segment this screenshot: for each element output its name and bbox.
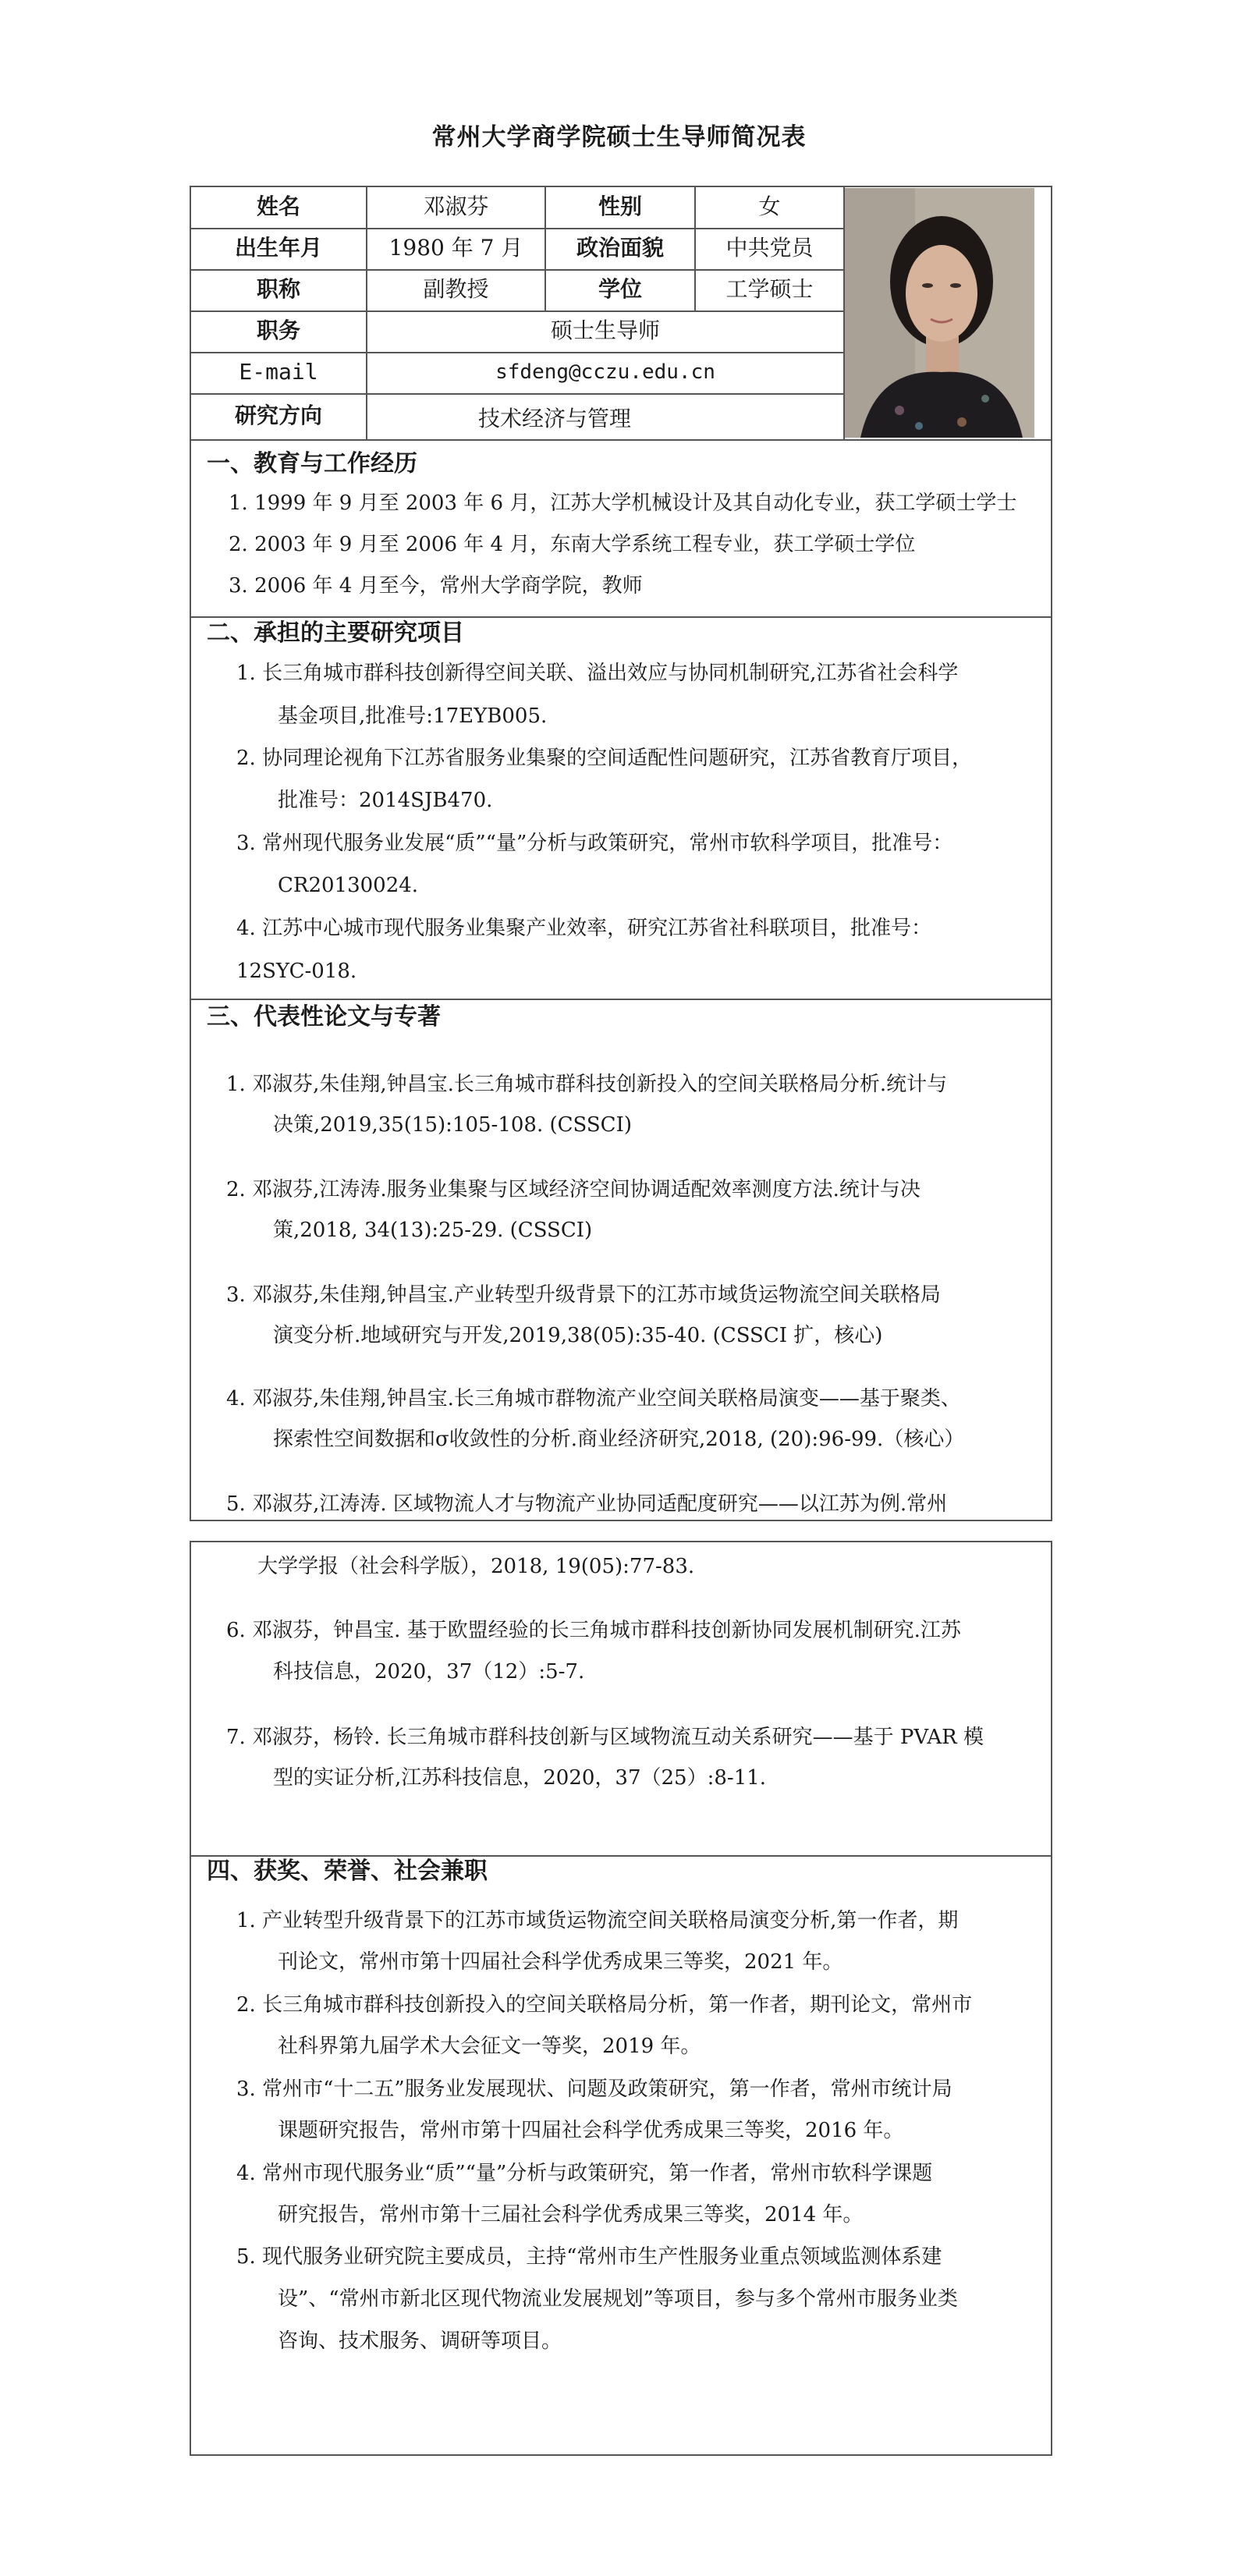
award-item: 5. 现代服务业研究院主要成员，主持“常州市生产性服务业重点领域监测体系建 (236, 2245, 942, 2269)
paper-item-cont: 大学学报（社会科学版），2018, 19(05):77-83. (257, 1555, 695, 1578)
award-item-cont: 社科界第九届学术大会征文一等奖，2019 年。 (278, 2035, 701, 2058)
award-item-cont: 刊论文，常州市第十四届社会科学优秀成果三等奖，2021 年。 (278, 1950, 843, 1974)
paper-item: 5. 邓淑芬,江涛涛. 区域物流人才与物流产业协同适配度研究——以江苏为例.常州 (226, 1492, 948, 1516)
education-item: 1. 1999 年 9 月至 2003 年 6 月，江苏大学机械设计及其自动化专业，获工学硕士学士 (229, 491, 1017, 515)
award-item: 1. 产业转型升级背景下的江苏市域货运物流空间关联格局演变分析,第一作者，期 (236, 1909, 959, 1932)
paper-item: 2. 邓淑芬,江涛涛.服务业集聚与区域经济空间协调适配效率测度方法.统计与决 (226, 1178, 921, 1201)
title-value: 副教授 (423, 276, 489, 302)
political-label: 政治面貌 (576, 235, 664, 261)
paper-item-cont: 探索性空间数据和σ收敛性的分析.商业经济研究,2018, (20):96-99.（核心） (273, 1428, 965, 1451)
project-item-cont: 批准号：2014SJB470. (278, 789, 493, 812)
name-value: 邓淑芬 (423, 193, 489, 219)
gender-value: 女 (758, 193, 781, 219)
paper-item: 4. 邓淑芬,朱佳翔,钟昌宝.长三角城市群物流产业空间关联格局演变——基于聚类、 (226, 1387, 961, 1410)
education-item: 3. 2006 年 4 月至今，常州大学商学院，教师 (229, 574, 643, 598)
project-item-cont: 12SYC-018. (236, 960, 357, 983)
position-label: 职务 (256, 318, 300, 343)
grid-line (190, 352, 845, 353)
grid-line (190, 393, 845, 395)
portrait-photo (845, 188, 1034, 438)
birth-label: 出生年月 (234, 235, 322, 261)
award-item: 4. 常州市现代服务业“质”“量”分析与政策研究，第一作者，常州市软科学课题 (236, 2162, 933, 2185)
political-value: 中共党员 (725, 235, 814, 261)
email-label: E-mail (239, 359, 318, 385)
section-divider (190, 1855, 1052, 1857)
paper-item: 3. 邓淑芬,朱佳翔,钟昌宝.产业转型升级背景下的江苏市域货运物流空间关联格局 (226, 1283, 941, 1307)
papers-heading: 三、代表性论文与专著 (207, 1003, 441, 1031)
education-item: 2. 2003 年 9 月至 2006 年 4 月，东南大学系统工程专业，获工学硕士学位 (229, 533, 916, 556)
grid-line (366, 186, 367, 439)
paper-item: 1. 邓淑芬,朱佳翔,钟昌宝.长三角城市群科技创新投入的空间关联格局分析.统计与 (226, 1073, 948, 1096)
grid-line (190, 269, 845, 271)
page-title: 常州大学商学院硕士生导师简况表 (431, 123, 807, 151)
award-item-cont: 研究报告，常州市第十三届社会科学优秀成果三等奖，2014 年。 (278, 2203, 864, 2227)
awards-heading: 四、获奖、荣誉、社会兼职 (207, 1857, 488, 1885)
paper-item-cont: 策,2018, 34(13):25-29. (CSSCI) (273, 1219, 593, 1242)
grid-line (190, 439, 1052, 441)
award-item-cont: 课题研究报告，常州市第十四届社会科学优秀成果三等奖，2016 年。 (278, 2119, 904, 2142)
project-item-cont: CR20130024. (278, 874, 419, 897)
award-item: 3. 常州市“十二五”服务业发展现状、问题及政策研究，第一作者，常州市统计局 (236, 2077, 952, 2101)
name-label: 姓名 (256, 193, 300, 219)
research-label: 研究方向 (234, 403, 322, 428)
gender-label: 性别 (598, 193, 642, 219)
project-item: 1. 长三角城市群科技创新得空间关联、溢出效应与协同机制研究,江苏省社会科学 (236, 662, 959, 685)
project-item-cont: 基金项目,批准号:17EYB005. (278, 704, 548, 728)
section-divider (190, 999, 1052, 1000)
paper-item-cont: 演变分析.地域研究与开发,2019,38(05):35-40. (CSSCI 扩，核心) (273, 1324, 883, 1347)
paper-item: 7. 邓淑芬，杨铃. 长三角城市群科技创新与区域物流互动关系研究——基于 PVAR 模 (226, 1726, 984, 1749)
paper-item: 6. 邓淑芬，钟昌宝. 基于欧盟经验的长三角城市群科技创新协同发展机制研究.江苏 (226, 1619, 961, 1642)
project-item: 4. 江苏中心城市现代服务业集聚产业效率，研究江苏省社科联项目，批准号： (236, 917, 932, 940)
research-value: 技术经济与管理 (477, 406, 631, 431)
project-item: 2. 协同理论视角下江苏省服务业集聚的空间适配性问题研究，江苏省教育厅项目， (236, 747, 973, 770)
position-value: 硕士生导师 (550, 318, 660, 343)
degree-label: 学位 (598, 276, 642, 302)
projects-heading: 二、承担的主要研究项目 (207, 619, 464, 647)
section-divider (190, 616, 1052, 618)
email-value: sfdeng@cczu.edu.cn (495, 360, 715, 384)
award-item-cont: 咨询、技术服务、调研等项目。 (278, 2329, 562, 2353)
award-item-cont: 设”、“常州市新北区现代物流业发展规划”等项目，参与多个常州市服务业类 (278, 2287, 958, 2311)
title-label: 职称 (256, 276, 300, 302)
degree-value: 工学硕士 (725, 276, 814, 302)
project-item: 3. 常州现代服务业发展“质”“量”分析与政策研究，常州市软科学项目，批准号： (236, 832, 953, 855)
birth-value: 1980 年 7 月 (388, 235, 523, 261)
grid-line (190, 310, 845, 312)
grid-line (190, 228, 845, 229)
paper-item-cont: 型的实证分析,江苏科技信息，2020，37（25）:8-11. (273, 1766, 767, 1790)
award-item: 2. 长三角城市群科技创新投入的空间关联格局分析，第一作者，期刊论文，常州市 (236, 1993, 973, 2017)
paper-item-cont: 决策,2019,35(15):105-108. (CSSCI) (273, 1113, 632, 1137)
paper-item-cont: 科技信息，2020，37（12）:5-7. (273, 1660, 585, 1684)
education-heading: 一、教育与工作经历 (207, 450, 417, 477)
